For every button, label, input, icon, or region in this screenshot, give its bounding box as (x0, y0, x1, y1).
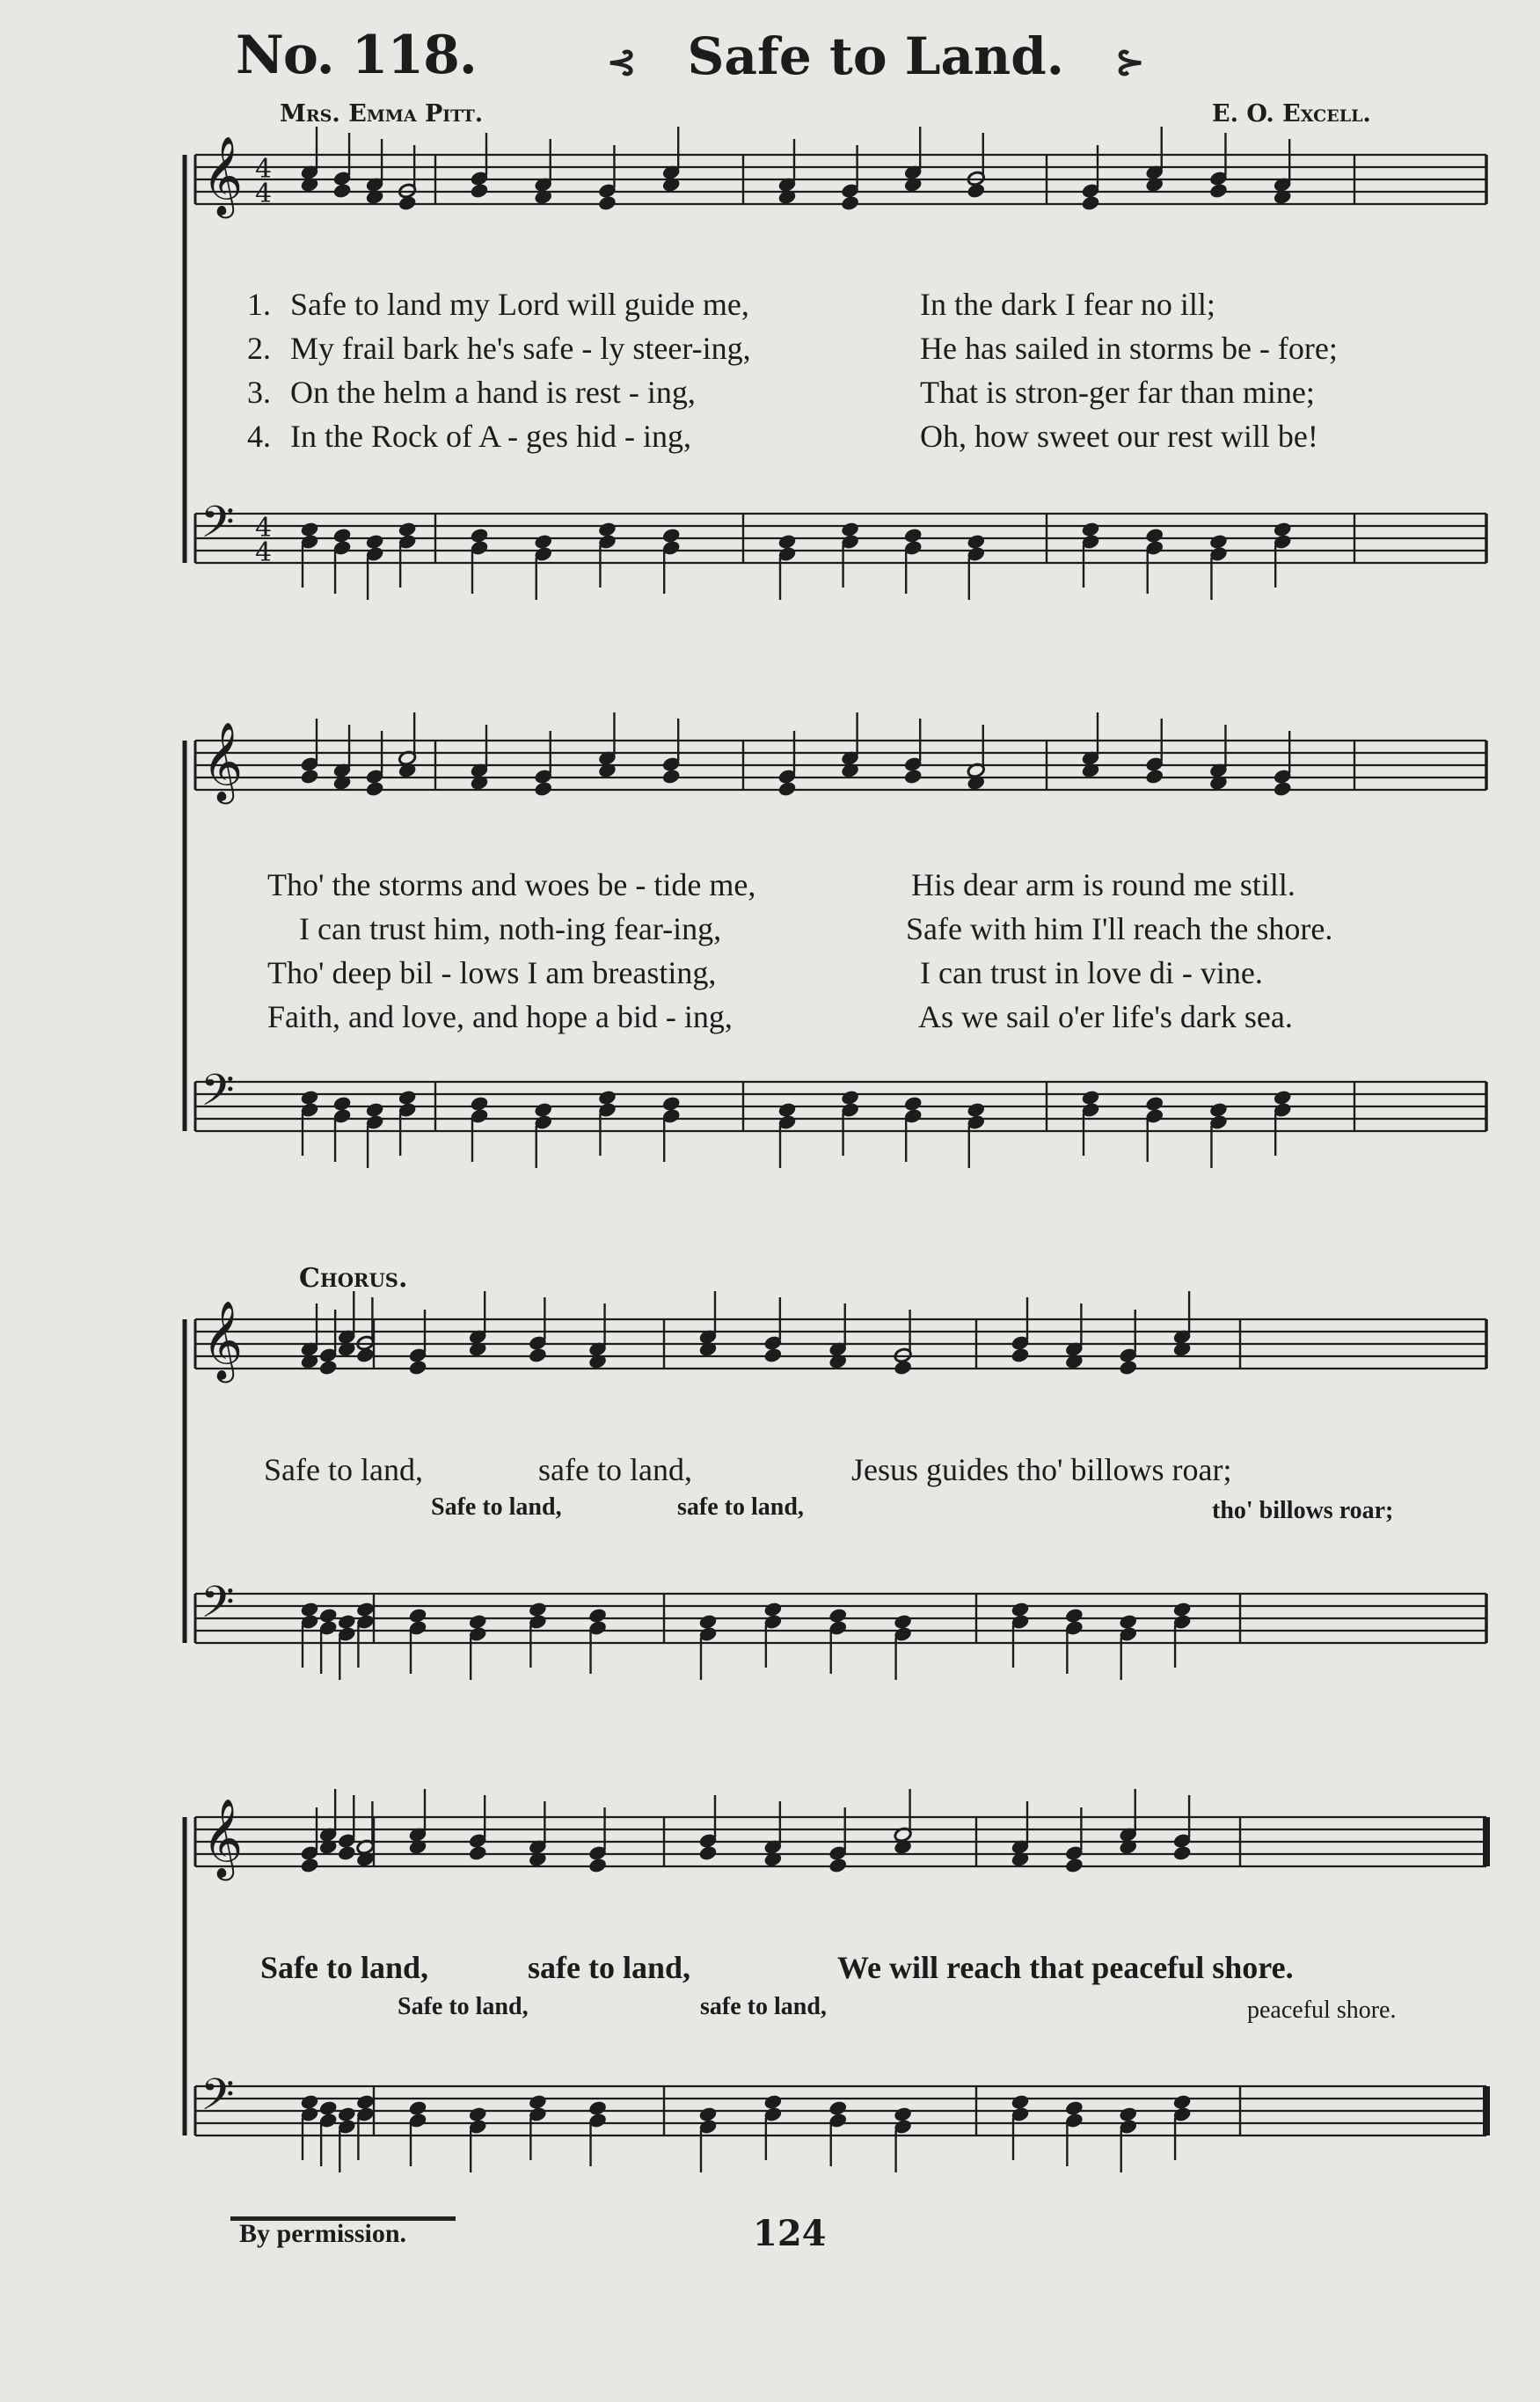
treble-clef-icon: 𝄞 (202, 136, 244, 215)
note-head (338, 1845, 356, 1861)
note-head (1172, 1602, 1191, 1617)
verse-lyric: I can trust him, noth-ing fear-ing, (299, 911, 722, 946)
chorus-lyric-1b: safe to land, (538, 1452, 692, 1487)
note-head (356, 1602, 375, 1617)
chorus-lyric-2a: Safe to land, (260, 1950, 429, 1985)
note-head (332, 183, 351, 199)
note-head (534, 534, 552, 550)
note-head (534, 1102, 552, 1118)
note-head (529, 1347, 547, 1363)
verse-number: 3. (247, 375, 271, 410)
chorus-echo-1c: tho' billows roar; (1212, 1497, 1394, 1524)
note-head (408, 1360, 427, 1376)
verse-lyric: On the helm a hand is rest - ing, (290, 375, 696, 410)
note-head (1172, 2094, 1191, 2110)
page-number: 124 (753, 2213, 827, 2254)
note-head (318, 1360, 337, 1376)
bass-clef-icon: 𝄢 (201, 2070, 235, 2131)
verse-number: 2. (247, 331, 271, 366)
note-head (300, 1858, 318, 1873)
verse-lyric: That is stron-ger far than mine; (920, 375, 1315, 410)
note-head (841, 1090, 859, 1106)
note-head (894, 1360, 912, 1376)
note-head (1119, 1360, 1137, 1376)
note-head (398, 522, 416, 537)
note-head (365, 534, 383, 550)
verse-lyric: Safe with him I'll reach the shore. (906, 911, 1333, 946)
note-head (967, 1102, 985, 1118)
note-head (1119, 1614, 1137, 1630)
hymn-number: No. 118. (236, 25, 477, 86)
author-credit: Mrs. Emma Pitt. (280, 100, 484, 128)
ornament-left-icon: ⊰ (607, 41, 637, 83)
note-head (894, 1614, 912, 1630)
note-head (300, 769, 318, 785)
note-head (469, 1845, 487, 1861)
bass-clef-icon: 𝄢 (201, 497, 235, 559)
note-head (1065, 1858, 1084, 1873)
verse-lyric: He has sailed in storms be - fore; (920, 331, 1338, 366)
title-text: Safe to Land. (687, 26, 1064, 86)
composer-credit: E. O. Excell. (1212, 100, 1371, 128)
ornament-right-icon: ⊱ (1114, 41, 1145, 83)
note-head (1209, 1102, 1228, 1118)
verse-lyric: I can trust in love di - vine. (920, 955, 1263, 990)
note-head (1145, 528, 1164, 544)
note-head (529, 2094, 547, 2110)
note-head (1172, 1845, 1191, 1861)
note-head (698, 1614, 717, 1630)
note-head (1274, 1090, 1292, 1106)
note-head (318, 2100, 337, 2116)
note-head (1209, 183, 1228, 199)
note-head (588, 2100, 607, 2116)
note-head (1145, 1096, 1164, 1112)
note-head (598, 195, 617, 211)
verse-lyric: My frail bark he's safe - ly steer-ing, (290, 331, 751, 366)
chorus-lyric-2c: We will reach that peaceful shore. (837, 1950, 1294, 1985)
note-head (470, 1096, 488, 1112)
verse-lyric: Tho' the storms and woes be - tide me, (267, 867, 756, 902)
note-head (662, 528, 681, 544)
note-head (662, 769, 681, 785)
note-head (318, 1608, 337, 1624)
note-head (398, 195, 416, 211)
note-head (1081, 522, 1099, 537)
note-head (763, 1602, 782, 1617)
note-head (598, 1090, 617, 1106)
verse-lyric: Oh, how sweet our rest will be! (920, 419, 1318, 454)
chorus-lyric-2b: safe to land, (528, 1950, 691, 1985)
note-head (1011, 1602, 1029, 1617)
note-head (1209, 534, 1228, 550)
note-head (1065, 1608, 1084, 1624)
note-head (300, 1602, 318, 1617)
verse-lyric: In the Rock of A - ges hid - ing, (290, 419, 691, 454)
note-head (662, 1096, 681, 1112)
note-head (1145, 769, 1164, 785)
note-head (469, 1614, 487, 1630)
note-head (698, 2106, 717, 2122)
note-head (828, 1608, 847, 1624)
note-head (1119, 2106, 1137, 2122)
note-head (698, 1845, 717, 1861)
verse-lyric: Safe to land my Lord will guide me, (290, 287, 749, 322)
chorus-echo-1a: Safe to land, (431, 1493, 562, 1521)
note-head (1065, 2100, 1084, 2116)
note-head (300, 2094, 318, 2110)
note-head (1274, 781, 1292, 797)
chorus-echo-2c: peaceful shore. (1247, 1997, 1397, 2024)
chorus-lyric-1c: Jesus guides tho' billows roar; (851, 1452, 1232, 1487)
note-head (828, 2100, 847, 2116)
note-head (356, 2094, 375, 2110)
permission-note: By permission. (239, 2219, 407, 2248)
note-head (356, 1347, 375, 1363)
note-head (777, 781, 796, 797)
verse-lyric: Faith, and love, and hope a bid - ing, (267, 999, 733, 1034)
time-signature: 4 (255, 154, 273, 185)
note-head (841, 522, 859, 537)
verse-lyric: In the dark I fear no ill; (920, 287, 1215, 322)
note-head (338, 2106, 356, 2122)
treble-clef-icon: 𝄞 (202, 1799, 244, 1878)
note-head (338, 1614, 356, 1630)
note-head (529, 1602, 547, 1617)
note-head (408, 1608, 427, 1624)
note-head (967, 183, 985, 199)
note-head (332, 1096, 351, 1112)
chorus-echo-1b: safe to land, (677, 1493, 804, 1521)
time-signature: 4 (255, 537, 273, 568)
chorus-lyric-1a: Safe to land, (264, 1452, 423, 1487)
chorus-echo-2a: Safe to land, (398, 1993, 529, 2020)
treble-clef-icon: 𝄞 (202, 722, 244, 801)
note-head (904, 1096, 923, 1112)
note-head (588, 1608, 607, 1624)
note-head (598, 522, 617, 537)
verse-lyric: As we sail o'er life's dark sea. (918, 999, 1293, 1034)
verse-number: 4. (247, 419, 271, 454)
note-head (904, 769, 923, 785)
note-head (1274, 522, 1292, 537)
note-head (777, 534, 796, 550)
note-head (470, 528, 488, 544)
note-head (841, 195, 859, 211)
note-head (894, 2106, 912, 2122)
bass-clef-icon: 𝄢 (201, 1065, 235, 1127)
note-head (408, 2100, 427, 2116)
note-head (300, 1090, 318, 1106)
verse-lyric: Tho' deep bil - lows I am breasting, (267, 955, 717, 990)
time-signature: 4 (255, 179, 273, 209)
bass-clef-icon: 𝄢 (201, 1577, 235, 1639)
note-head (300, 522, 318, 537)
note-head (1011, 1347, 1029, 1363)
note-head (904, 528, 923, 544)
time-signature: 4 (255, 513, 273, 544)
note-head (469, 2106, 487, 2122)
chorus-echo-2b: safe to land, (700, 1993, 827, 2020)
note-head (777, 1102, 796, 1118)
note-head (588, 1858, 607, 1873)
treble-clef-icon: 𝄞 (202, 1301, 244, 1380)
note-head (1011, 2094, 1029, 2110)
note-head (365, 1102, 383, 1118)
note-head (1081, 195, 1099, 211)
verse-lyric: His dear arm is round me still. (911, 867, 1295, 902)
verse-number: 1. (247, 287, 271, 322)
note-head (534, 781, 552, 797)
note-head (470, 183, 488, 199)
chorus-label: Chorus. (299, 1263, 408, 1294)
note-head (828, 1858, 847, 1873)
note-head (763, 1347, 782, 1363)
note-head (365, 781, 383, 797)
note-head (398, 1090, 416, 1106)
note-head (1081, 1090, 1099, 1106)
note-head (967, 534, 985, 550)
note-head (332, 528, 351, 544)
note-head (763, 2094, 782, 2110)
